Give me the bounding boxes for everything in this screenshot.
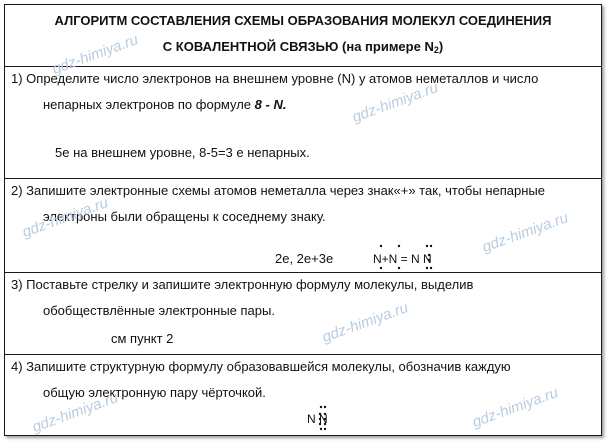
- step-3-text-line1: 3) Поставьте стрелку и запишите электронную формулу молекулы, выделив: [11, 277, 474, 292]
- header-title-line2: С КОВАЛЕНТНОЙ СВЯЗЬЮ (на примере $N_2$): [162, 39, 444, 55]
- step-3-row: [5, 273, 601, 355]
- step-4-text-line2: общую электронную пару чёрточкой.: [43, 385, 266, 400]
- step-4-structural-formula: N N: [307, 411, 328, 427]
- watermark: gdz-himiya.ru: [470, 384, 561, 431]
- watermark: gdz-himiya.ru: [480, 209, 571, 256]
- step-2-text-line2: электроны были обращены к соседнему знаку.: [43, 209, 326, 224]
- header-title-line1: АЛГОРИТМ СОСТАВЛЕНИЯ СХЕМЫ ОБРАЗОВАНИЯ МОЛЕКУЛ СОЕДИНЕНИЯ: [54, 13, 552, 28]
- step-4-text-line1: 4) Запишите структурную формулу образовавшейся молекулы, обозначив каждую: [11, 359, 511, 374]
- step-1-text-line2: непарных электронов по формуле 8 - N.: [43, 97, 287, 112]
- step-1-row: [5, 67, 601, 179]
- step-1-answer: 5е на внешнем уровне, 8-5=3 е непарных.: [55, 145, 310, 160]
- step-3-answer: см пункт 2: [111, 331, 174, 346]
- watermark: gdz-himiya.ru: [50, 31, 141, 78]
- algorithm-table: [4, 4, 602, 436]
- step-2-electron-scheme: N+N = N N: [373, 251, 432, 267]
- step-2-text-line1: 2) Запишите электронные схемы атомов неметалла через знак«+» так, чтобы непарные: [11, 183, 545, 198]
- step-2-row: [5, 179, 601, 273]
- watermark: gdz-himiya.ru: [30, 389, 121, 436]
- step-1-text-line1: 1) Определите число электронов на внешнем уровне (N) у атомов неметаллов и число: [11, 71, 539, 86]
- watermark: gdz-himiya.ru: [350, 79, 441, 126]
- table-header: [5, 5, 601, 67]
- watermark: gdz-himiya.ru: [20, 194, 111, 241]
- step-4-row: [5, 355, 601, 435]
- step-1-formula: 8 - N.: [254, 97, 287, 112]
- watermark: gdz-himiya.ru: [320, 299, 411, 346]
- step-2-answer: 2е, 2е+3е: [275, 251, 334, 266]
- step-3-text-line2: обобществлённые электронные пары.: [43, 303, 275, 318]
